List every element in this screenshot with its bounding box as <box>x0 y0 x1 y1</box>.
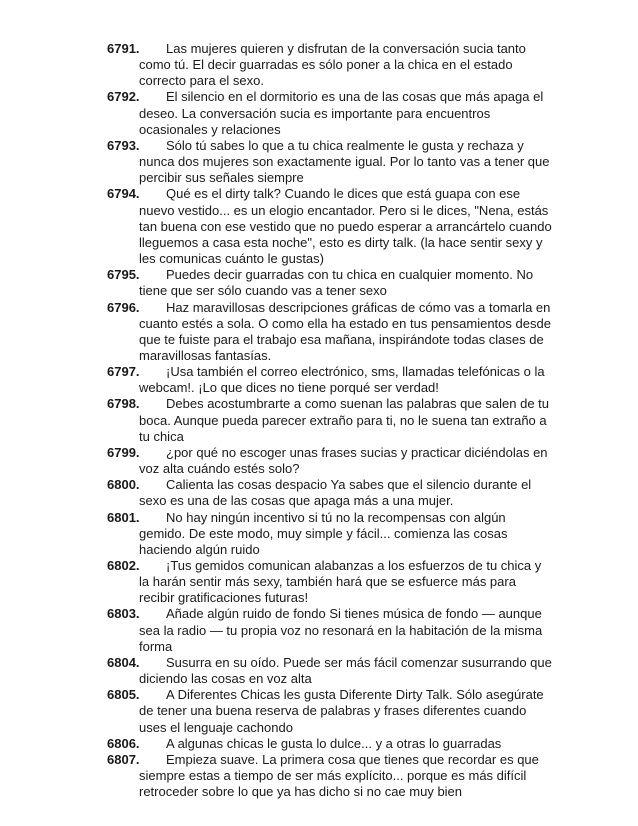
entry-text: Puedes decir guarradas con tu chica en cualquier momento. No tiene que ser sólo cuando vas a tener sexo <box>139 267 534 299</box>
entry-number: 6797. <box>107 364 140 380</box>
entry-text: El silencio en el dormitorio es una de las cosas que más apaga el deseo. La conversación sucia es importante para encuentros ocasionales y relaciones <box>139 89 544 137</box>
list-item <box>107 477 552 509</box>
entry-number: 6806. <box>107 735 140 751</box>
list-item <box>107 41 552 89</box>
entry-text: Susurra en su oído. Puede ser más fácil comenzar susurrando que diciendo las cosas en voz alta <box>139 654 552 687</box>
list-item <box>107 364 552 396</box>
list-item <box>107 89 552 137</box>
list-item <box>107 736 552 752</box>
entry-number: 6792. <box>107 89 140 105</box>
list-item <box>107 558 552 606</box>
entry-text: Añade algún ruido de fondo Si tienes música de fondo — aunque sea la radio — tu propia voz no resonará en la habitación de la misma forma <box>139 606 543 654</box>
list-item <box>107 186 552 267</box>
entry-number: 6805. <box>107 687 140 703</box>
list-item <box>107 752 552 800</box>
entry-number: 6793. <box>107 137 140 153</box>
entry-number: 6807. <box>107 751 140 767</box>
entry-number: 6795. <box>107 267 140 283</box>
list-item <box>107 300 552 365</box>
entry-text: Qué es el dirty talk? Cuando le dices que está guapa con ese nuevo vestido... es un elogio encantador. Pero si le dices, "Nena, estás tan buena con ese vestido que no puedo esperar a arrancártelo cuando lleguemos a casa esta noche", esto es dirty talk. (la hace sentir sexy y les comunicas cuánto le gustas) <box>139 186 552 267</box>
entry-number: 6796. <box>107 299 140 315</box>
entry-list <box>107 41 552 800</box>
entry-text: Sólo tú sabes lo que a tu chica realmente le gusta y rechaza y nunca dos mujeres son exactamente igual. Por lo tanto vas a tener que percibir sus señales siempre <box>139 137 550 186</box>
entry-number: 6798. <box>107 396 140 412</box>
entry-text: No hay ningún incentivo si tú no la recompensas con algún gemido. De este modo, muy simple y fácil... comienza las cosas haciendo algún ruido <box>139 509 508 557</box>
entry-text: Calienta las cosas despacio Ya sabes que el silencio durante el sexo es una de las cosas que apaga más a una mujer. <box>139 477 532 509</box>
entry-text: Debes acostumbrarte a como suenan las palabras que salen de tu boca. Aunque pueda parecer extraño para ti, no le suena tan extraño a tu chica <box>139 396 550 444</box>
entry-text: A algunas chicas le gusta lo dulce... y a otras lo guarradas <box>166 735 502 751</box>
entry-text: A Diferentes Chicas les gusta Diferente Dirty Talk. Sólo asegúrate de tener una buena reserva de palabras y frases diferentes cuando uses el lenguaje cachondo <box>139 687 544 735</box>
list-item <box>107 445 552 477</box>
entry-number: 6804. <box>107 654 140 670</box>
entry-number: 6803. <box>107 606 140 622</box>
entry-number: 6802. <box>107 558 140 573</box>
list-item <box>107 655 552 687</box>
entry-number: 6800. <box>107 477 140 493</box>
entry-text: ¡Usa también el correo electrónico, sms, llamadas telefónicas o la webcam!. ¡Lo que dices no tiene porqué ser verdad! <box>139 364 545 396</box>
entry-text: ¡Tus gemidos comunican alabanzas a los esfuerzos de tu chica y la harán sentir más sexy, también hará que se esfuerce más para recibir gratificaciones futuras! <box>139 558 542 606</box>
entry-number: 6791. <box>107 41 140 56</box>
list-item <box>107 396 552 444</box>
list-item <box>107 606 552 654</box>
entry-text: Las mujeres quieren y disfrutan de la conversación sucia tanto como tú. El decir guarradas es sólo poner a la chica en el estado correcto para el sexo. <box>139 41 526 89</box>
list-item <box>107 267 552 299</box>
entry-number: 6794. <box>107 186 140 202</box>
entry-text: ¿por qué no escoger unas frases sucias y practicar diciéndolas en voz alta cuándo estés solo? <box>139 444 548 477</box>
list-item <box>107 510 552 558</box>
entry-text: Empieza suave. La primera cosa que tienes que recordar es que siempre estas a tiempo de ser más explícito... porque es más difícil retroceder sobre lo que ya has dicho si no cae muy bien <box>139 751 539 800</box>
entry-text: Haz maravillosas descripciones gráficas de cómo vas a tomarla en cuanto estés a sola. O como ella ha estado en tus pensamientos desde que te fuiste para el trabajo esa mañana, inspirándote todas clases de maravillosas fantasías. <box>139 299 551 363</box>
entry-number: 6799. <box>107 444 140 460</box>
list-item <box>107 687 552 735</box>
entry-number: 6801. <box>107 509 140 525</box>
list-item <box>107 138 552 186</box>
